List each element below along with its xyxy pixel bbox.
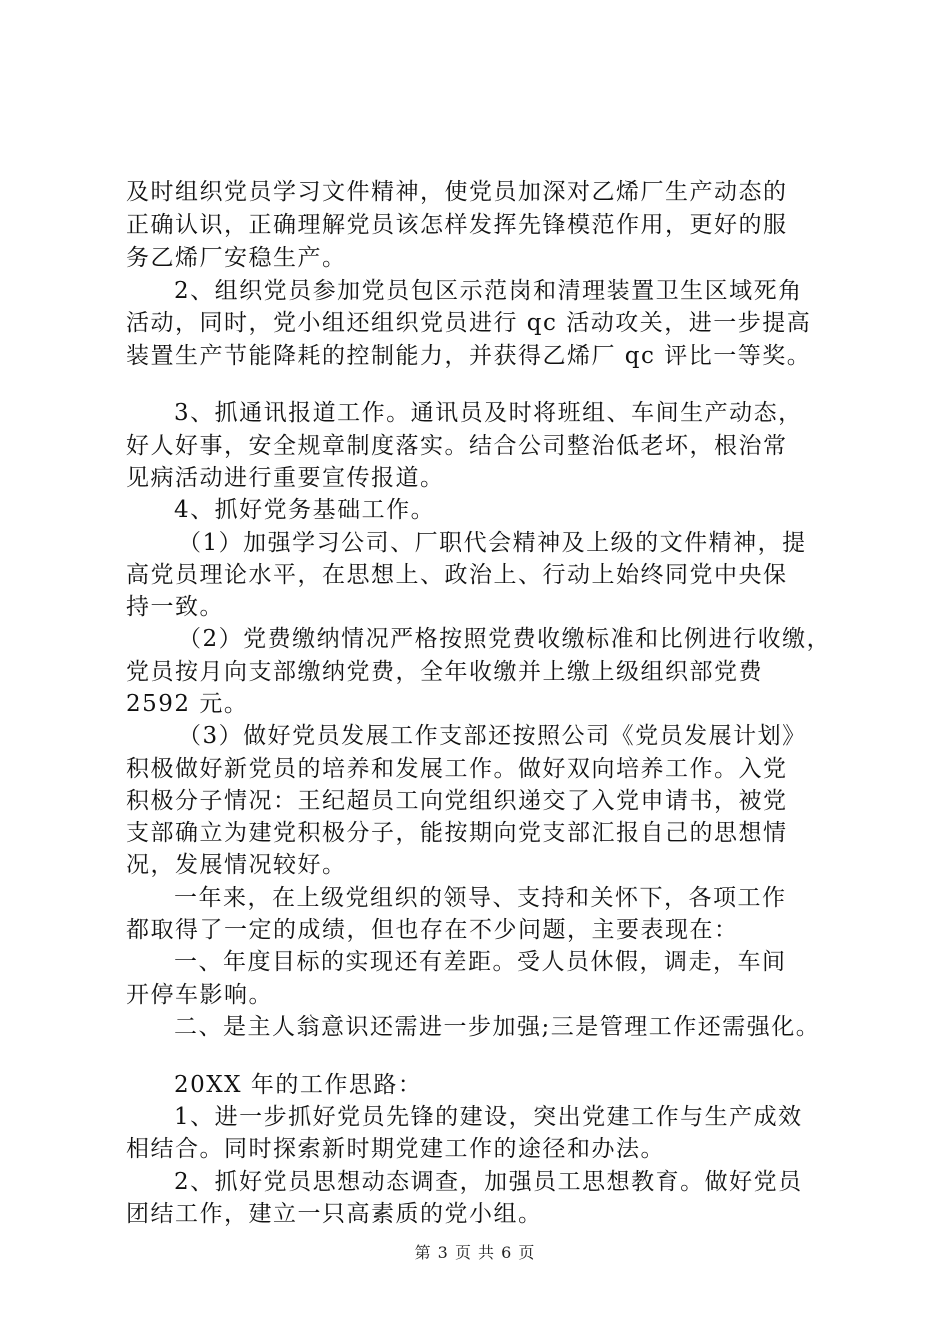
paragraph-line: 及时组织党员学习文件精神，使党员加深对乙烯厂生产动态的 [126, 179, 788, 205]
paragraph-line: 况，发展情况较好。 [126, 852, 347, 878]
paragraph-line: 一年来，在上级党组织的领导、支持和关怀下，各项工作 [174, 885, 787, 911]
paragraph-line: 3、抓通讯报道工作。通讯员及时将班组、车间生产动态， [174, 400, 803, 426]
paragraph-line: （3）做好党员发展工作支部还按照公司《党员发展计划》 [178, 723, 807, 749]
paragraph-line: 2、抓好党员思想动态调查，加强员工思想教育。做好党员 [174, 1169, 803, 1195]
paragraph-line: 装置生产节能降耗的控制能力，并获得乙烯厂 qc 评比一等奖。 [126, 343, 812, 369]
paragraph-line: 支部确立为建党积极分子，能按期向党支部汇报自己的思想情 [126, 820, 788, 846]
paragraph-line: 积极分子情况：王纪超员工向党组织递交了入党申请书，被党 [126, 788, 788, 814]
paragraph-line: （2）党费缴纳情况严格按照党费收缴标准和比例进行收缴， [178, 626, 832, 652]
paragraph-line: 活动，同时，党小组还组织党员进行 qc 活动攻关，进一步提高 [126, 310, 812, 336]
paragraph-line: 见病活动进行重要宣传报道。 [126, 465, 445, 491]
paragraph-line: 开停车影响。 [126, 982, 273, 1008]
paragraph-line: 持一致。 [126, 594, 224, 620]
paragraph-line: 4、抓好党务基础工作。 [174, 497, 436, 523]
paragraph-line: 2、组织党员参加党员包区示范岗和清理装置卫生区域死角 [174, 278, 803, 304]
paragraph-line: 正确认识，正确理解党员该怎样发挥先锋模范作用，更好的服 [126, 212, 788, 238]
paragraph-line: 团结工作，建立一只高素质的党小组。 [126, 1201, 543, 1227]
paragraph-line: （1）加强学习公司、厂职代会精神及上级的文件精神，提 [178, 530, 807, 556]
section-heading: 20XX 年的工作思路： [174, 1072, 423, 1098]
paragraph-line: 高党员理论水平，在思想上、政治上、行动上始终同党中央保 [126, 562, 788, 588]
paragraph-line: 相结合。同时探索新时期党建工作的途径和办法。 [126, 1136, 665, 1162]
paragraph-line: 1、进一步抓好党员先锋的建设，突出党建工作与生产成效 [174, 1104, 803, 1130]
paragraph-line: 2592 元。 [126, 691, 249, 717]
paragraph-line: 一、年度目标的实现还有差距。受人员休假，调走，车间 [174, 949, 787, 975]
paragraph-line: 务乙烯厂安稳生产。 [126, 245, 347, 271]
paragraph-line: 党员按月向支部缴纳党费，全年收缴并上缴上级组织部党费 [126, 659, 763, 685]
paragraph-line: 都取得了一定的成绩，但也存在不少问题，主要表现在： [126, 917, 739, 943]
paragraph-line: 二、是主人翁意识还需进一步加强;三是管理工作还需强化。 [174, 1014, 821, 1040]
paragraph-line: 积极做好新党员的培养和发展工作。做好双向培养工作。入党 [126, 756, 788, 782]
paragraph-line: 好人好事，安全规章制度落实。结合公司整治低老坏，根治常 [126, 433, 788, 459]
page-number-footer: 第 3 页 共 6 页 [414, 1243, 536, 1262]
